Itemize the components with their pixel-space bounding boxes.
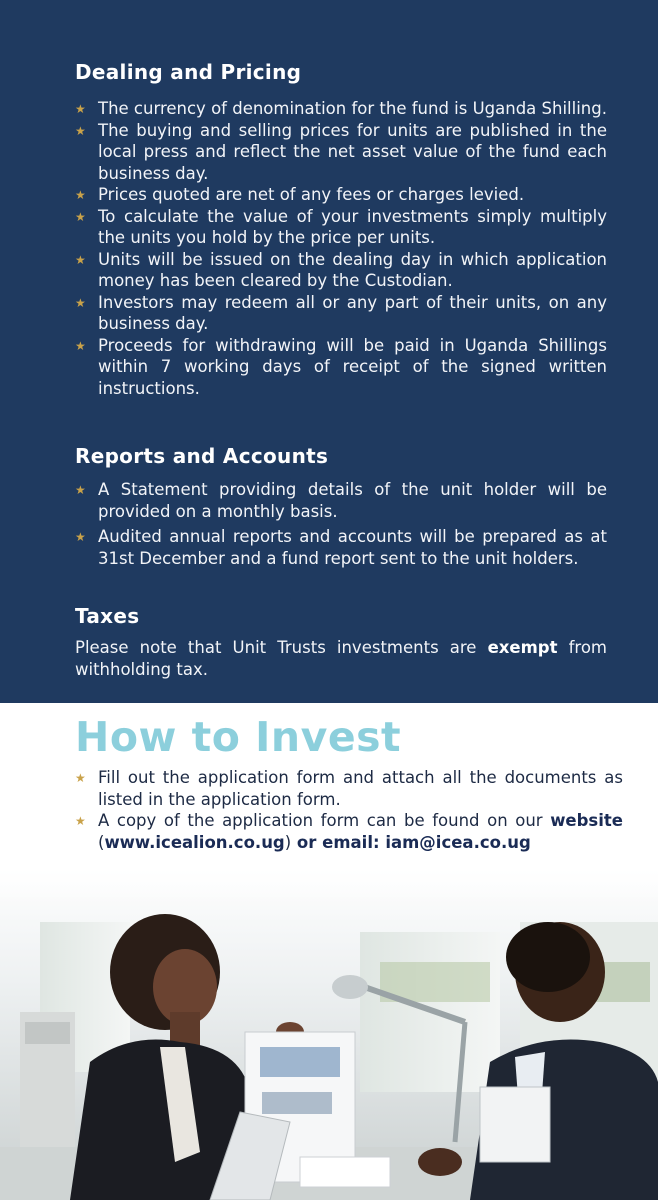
list-item: ★ Investors may redeem all or any part of their units, on any business day. [75,292,607,333]
list-item: ★ A copy of the application form can be found on our website (www.icealion.co.ug) or email: iam@icea.co.ug [75,811,623,852]
list-item: ★ The currency of denomination for the fund is Uganda Shilling. [75,99,607,118]
reports-list [75,479,607,573]
star-bullet-icon: ★ [75,338,86,353]
dealing-heading: Dealing and Pricing [75,60,302,84]
list-item: ★ To calculate the value of your investments simply multiply the units you hold by the price per units. [75,206,607,247]
list-item: ★ Audited annual reports and accounts will be prepared as at 31st December and a fund report sent to the unit holders. [75,527,607,568]
star-bullet-icon: ★ [75,123,86,138]
how-to-invest-heading: How to Invest [75,713,402,761]
list-item: ★ Fill out the application form and attach all the documents as listed in the application form. [75,768,623,809]
star-bullet-icon: ★ [75,209,86,224]
list-item: ★ A Statement providing details of the unit holder will be provided on a monthly basis. [75,480,607,521]
list-item: ★ Prices quoted are net of any fees or charges levied. [75,185,525,204]
star-bullet-icon: ★ [75,295,86,310]
star-bullet-icon: ★ [75,814,86,828]
website-link[interactable]: www.icealion.co.ug [104,832,285,852]
list-item: ★ The buying and selling prices for units are published in the local press and reflect the net asset value of the fund each business day. [75,120,607,183]
reports-heading: Reports and Accounts [75,444,329,468]
list-item: ★ Proceeds for withdrawing will be paid in Uganda Shillings within 7 working days of receipt of the signed written instructions. [75,335,607,398]
star-bullet-icon: ★ [75,483,86,497]
star-bullet-icon: ★ [75,102,86,116]
website-label: website [550,811,623,830]
business-meeting-photo [0,862,658,1200]
taxes-heading: Taxes [75,604,140,628]
star-bullet-icon: ★ [75,530,86,544]
taxes-text: Please note that Unit Trusts investments are exempt from withholding tax. [75,638,607,679]
dealing-list [75,98,607,399]
list-item: ★ Units will be issued on the dealing day in which application money has been cleared by the Custodian. [75,249,607,290]
how-to-invest-list [75,767,623,853]
star-bullet-icon: ★ [75,188,86,202]
email-link[interactable]: or email: iam@icea.co.ug [291,832,531,852]
star-bullet-icon: ★ [75,252,86,267]
star-bullet-icon: ★ [75,771,86,785]
